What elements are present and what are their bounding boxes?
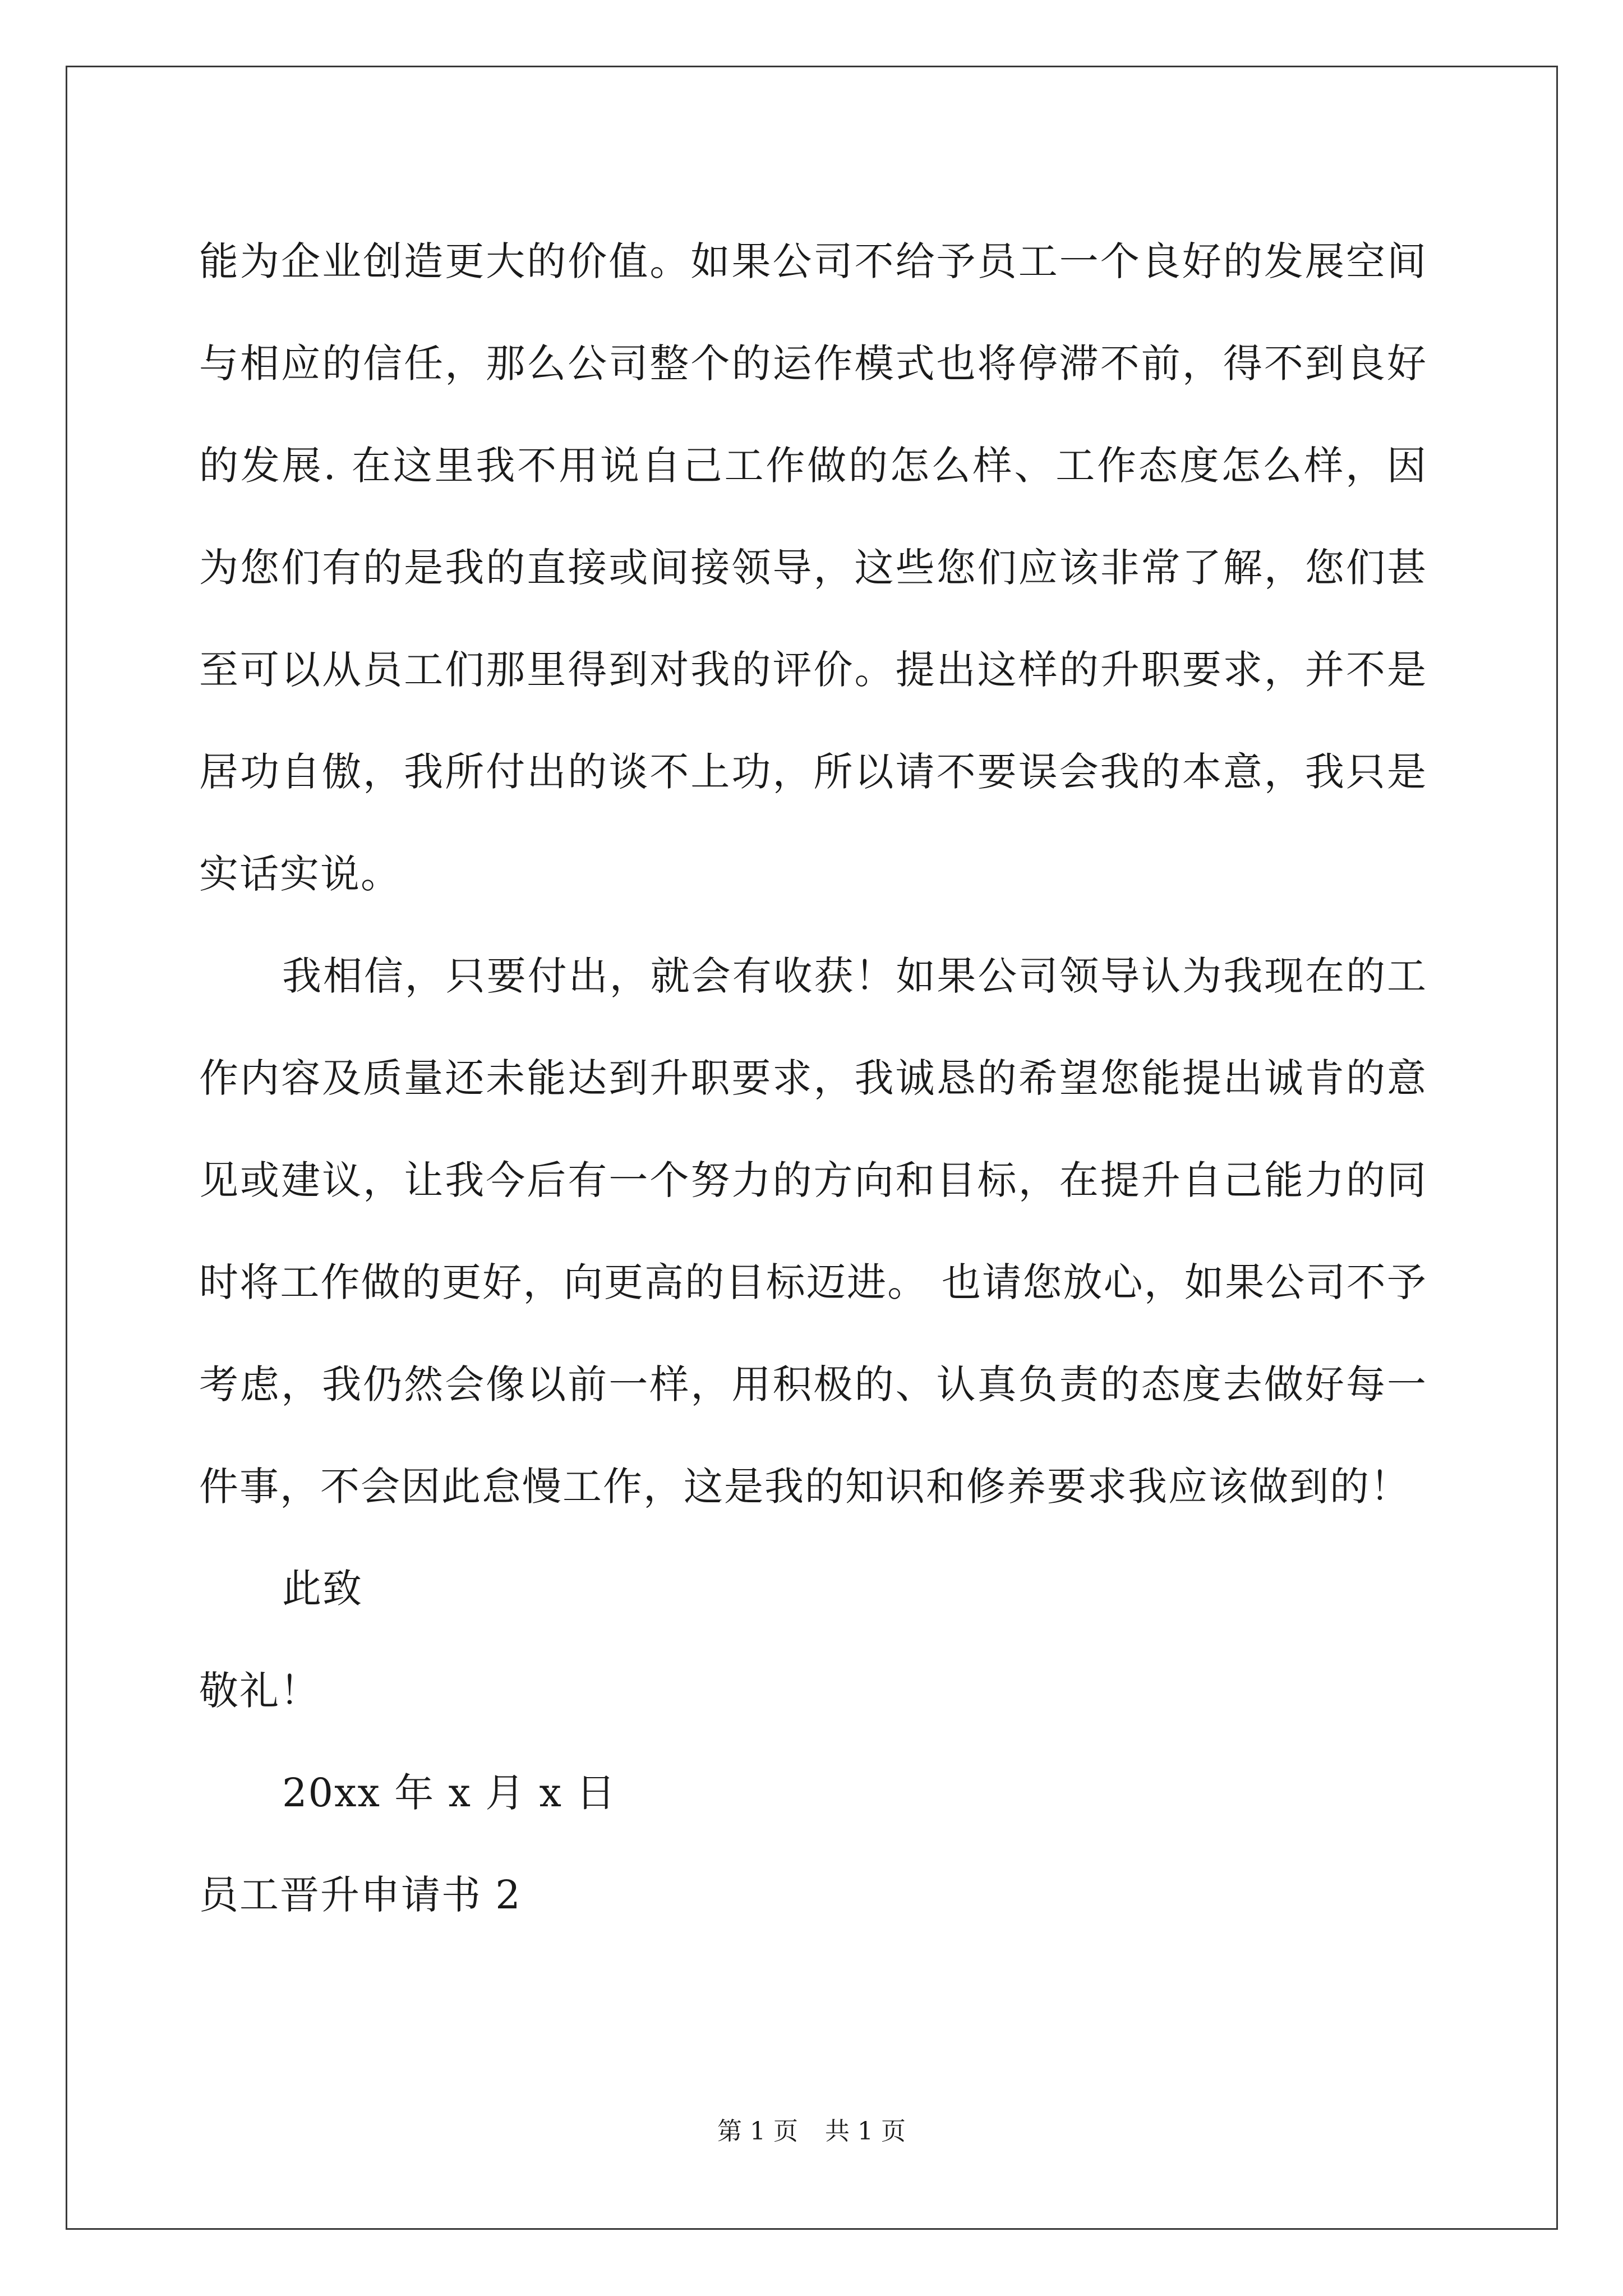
page-number: 第 1 页 (717, 2117, 798, 2146)
date-line: 20xx 年 x 月 x 日 (282, 1770, 617, 1816)
page-total: 共 1 页 (825, 2117, 906, 2146)
paragraph-body-1: 能为企业创造更大的价值。如果公司不给予员工一个良好的发展空间与相应的信任，那么公司整个的运作模式也将停滞不前，得不到良好的发展. 在这里我不用说自己工作做的怎么样、工作态度怎么样，因为您们有的是我的直接或间接领导，这些您们应该非常了解，您们甚至可以从员工们那里得到对我的评价。提出这样的升职要求，并不是居功自傲，我所付出的谈不上功，所以请不要误会我的本意，我只是实话实说。 (199, 238, 1427, 897)
document-body (199, 210, 1427, 1946)
next-section-title: 员工晋升申请书 2 (199, 1872, 522, 1918)
closing-regards: 敬礼！ (199, 1668, 320, 1714)
page-footer (0, 2115, 1623, 2148)
closing-salutation: 此致 (282, 1566, 363, 1612)
paragraph-body-2: 我相信，只要付出，就会有收获！如果公司领导认为我现在的工作内容及质量还未能达到升职要求，我诚恳的希望您能提出诚肯的意见或建议，让我今后有一个努力的方向和目标，在提升自己能力的同时将工作做的更好，向更高的目标迈进。 也请您放心，如果公司不予考虑，我仍然会像以前一样，用积极的、认真负责的态度去做好每一件事，不会因此怠慢工作，这是我的知识和修养要求我应该做到的！ (199, 953, 1427, 1510)
